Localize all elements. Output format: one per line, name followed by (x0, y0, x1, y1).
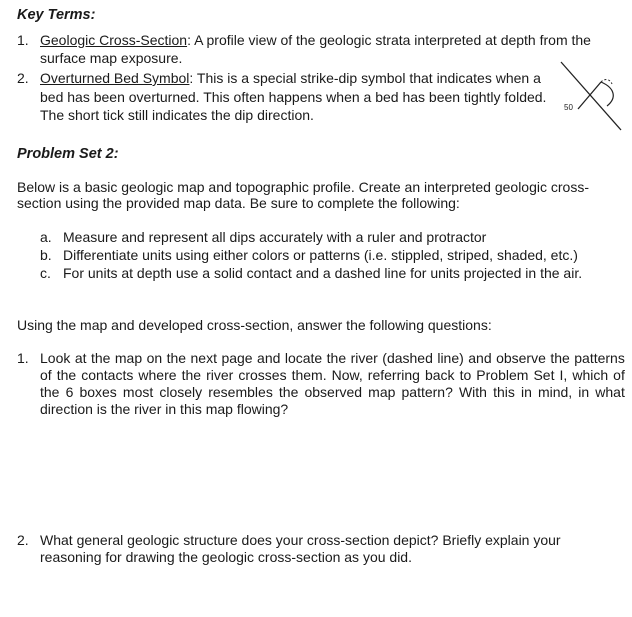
question-2-number: 2. (17, 532, 29, 548)
task-a-letter: a. (40, 229, 52, 245)
task-c-letter: c. (40, 265, 51, 281)
task-b-text: Differentiate units using either colors or patterns (i.e. stippled, striped, shaded, etc.) (63, 247, 578, 263)
question-2-line1: What general geologic structure does your cross-section depict? Briefly explain your (40, 532, 561, 548)
overturn-curve (601, 82, 613, 106)
problem-intro-line2: section using the provided map data. Be sure to complete the following: (17, 195, 460, 211)
question-1-line1: Look at the map on the next page and locate the river (dashed line) and observe the patterns (40, 350, 625, 366)
key-term-1-number: 1. (17, 32, 29, 48)
problem-set-heading: Problem Set 2: (17, 146, 119, 162)
question-1-line3: the 6 boxes most closely resembles the observed map pattern? With this in mind, in what (40, 384, 625, 400)
key-term-1-term: Geologic Cross-Section (40, 32, 188, 48)
question-1-line4: direction is the river in this map flowing? (40, 401, 289, 417)
key-term-2-line3: The short tick still indicates the dip direction. (40, 107, 314, 123)
key-terms-heading: Key Terms: (17, 7, 96, 23)
question-1-line2: of the contacts where the river crosses them. Now, referring back to Problem Set I, which of (40, 367, 625, 383)
question-2-line2: reasoning for drawing the geologic cross-section as you did. (40, 549, 412, 565)
key-term-1-line1 (40, 31, 625, 49)
key-term-2-definition: : This is a special strike-dip symbol that indicates when a (189, 70, 541, 86)
task-b-letter: b. (40, 247, 52, 263)
task-c-text: For units at depth use a solid contact and a dashed line for units projected in the air. (63, 265, 583, 281)
key-term-2-term: Overturned Bed Symbol (40, 70, 190, 86)
dip-angle-label: 50 (564, 103, 573, 112)
key-term-2-line1 (40, 69, 541, 87)
question-1-number: 1. (17, 350, 29, 366)
problem-intro-line1: Below is a basic geologic map and topographic profile. Create an interpreted geologic cross- (17, 179, 589, 195)
task-a-text: Measure and represent all dips accurately with a ruler and protractor (63, 229, 487, 245)
questions-intro: Using the map and developed cross-section, answer the following questions: (17, 317, 492, 333)
key-term-2-line2: bed has been overturned. This often happens when a bed has been tightly folded. (40, 89, 547, 105)
overturned-bed-symbol-icon (555, 58, 627, 134)
key-term-2-number: 2. (17, 70, 29, 86)
strike-line (561, 62, 621, 130)
key-term-1-definition: : A profile view of the geologic strata interpreted at depth from the (187, 32, 591, 48)
key-term-1-line2: surface map exposure. (40, 50, 183, 66)
